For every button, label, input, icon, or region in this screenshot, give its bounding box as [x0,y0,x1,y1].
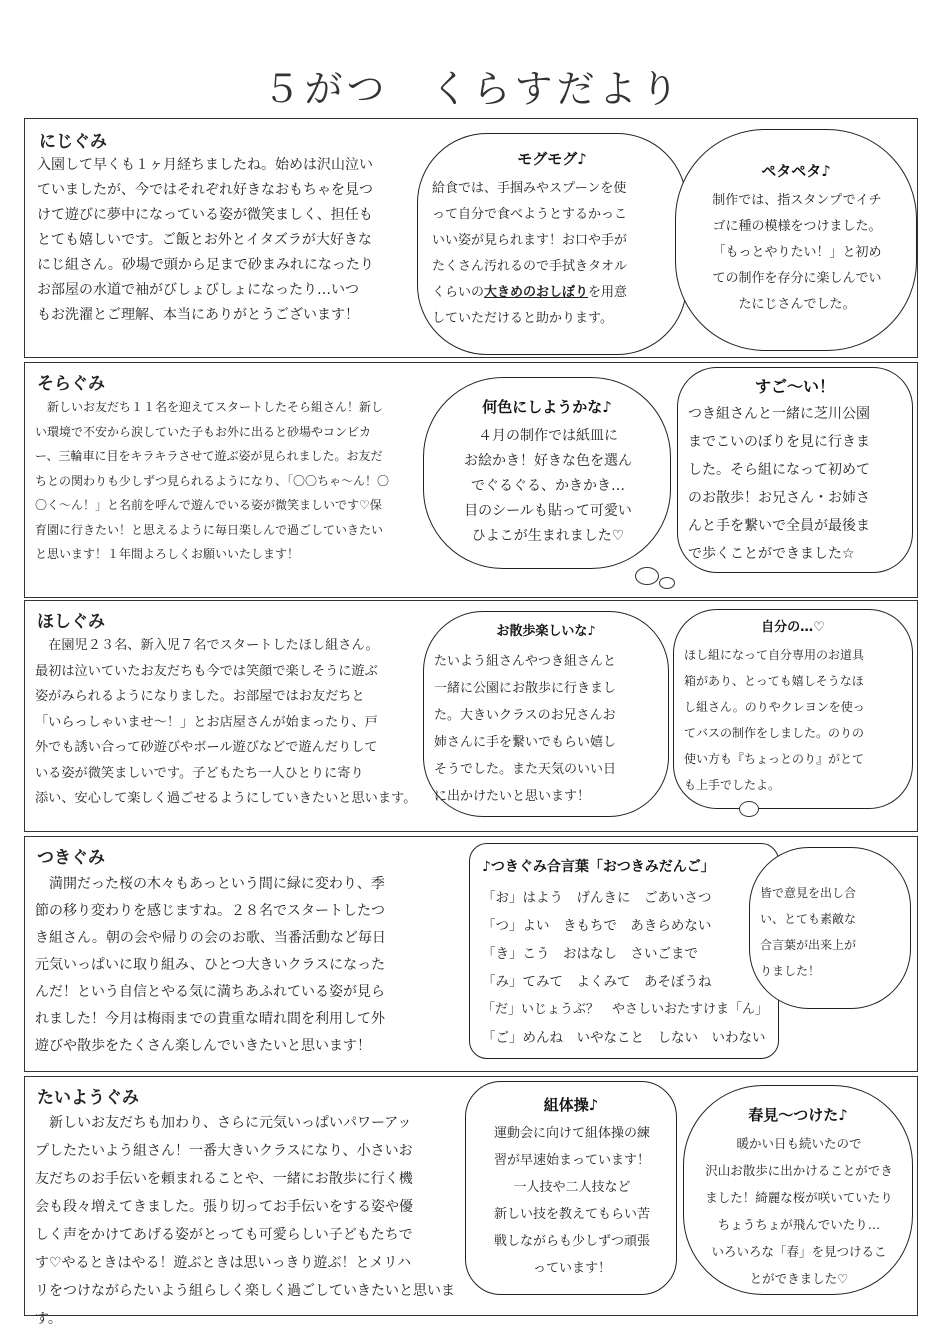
section-body-sora: 新しいお友だち１１名を迎えてスタートしたそら組さん！新し い環境で不安から涙していた子もお外に出ると砂場やコンビカ ー、三輪車に目をキラキラさせて遊ぶ姿が見られました。お友だ ちとの関わりも少しずつ見られるようになり、「〇〇ちゃ～ん！〇 〇く～ん！」と名前を呼んで遊んでいる姿が微笑ましいです♡保 育園に行きたい！と思えるように毎日楽しんで過ごしていきたい と思います！１年間よろしくお願いいたします！ [35,400,390,561]
cloud-body-mogumogu [432,176,674,332]
cloud-jibunno [673,609,913,809]
aikotoba-line-3: 「き」こう おはなし さいごまで [482,946,698,962]
cloud-title-jibunno: 自分の…♡ [761,620,825,635]
cloud-body-osanpo: たいよう組さんやつき組さんと 一緒に公園にお散歩に行きまし た。大きいクラスのお兄さんお 姉さんに手を繋いでもらい嬉し そうでした。また天気のいい日 に出かけたいと思います！ [434,654,617,804]
cloud-harumitsuketa [683,1085,913,1295]
cloud-tail-jibunno [739,801,759,817]
section-taiyou [24,1076,918,1327]
section-title-tsuki: つきぐみ [37,848,105,868]
aikotoba-line-5: 「だ」いじょうぶ？ やさしいおたすけま「ん」 [482,1002,769,1017]
cloud-aikotoba-comment [749,847,911,1009]
aikotoba-line-4: 「み」てみて よくみて あそぼうね [482,974,712,990]
aikotoba-line-6: 「ご」めんね いやなこと しない いわない [482,1030,766,1046]
cloud-osanpo [423,611,669,817]
cloud-title-harumitsuketa: 春見～つけた♪ [748,1106,848,1124]
cloud-tail-naniiro-1 [635,567,659,585]
aikotoba-line-1: 「お」はよう げんきに ごあいさつ [482,890,712,906]
page-title: ５がつ くらすだより [262,67,683,111]
box-body-kumitaiso: 運動会に向けて組体操の練 習が早速始まっています！ 一人技や二人技など 新しい技を教えてもらい苦 戦しながらも少しずつ頑張 っています！ [493,1126,650,1276]
cloud-body-aikotoba-comment: 皆で意見を出し合 い、とても素敵な 合言葉が出来上が りました！ [760,886,857,978]
cloud-body-harumitsuketa: 暖かい日も続いたので 沢山お散歩に出かけることができ ました！綺麗な桜が咲いていたり ちょうちょが飛んでいたり… いろいろな「春」を見つけるこ とができました♡ [705,1136,893,1286]
section-body-taiyou: 新しいお友だちも加わり、さらに元気いっぱいパワーアッ プしたたいよう組さん！一番大きいクラスになり、小さいお 友だちのお手伝いを頼まれることや、一緒にお散歩に行く機 会も段々増えてきました。張り切ってお手伝いをする姿や優 しく声をかけてあげる姿がとっても可愛らしい子どもたちで す♡やるときはやる！遊ぶときは思いっきり遊ぶ！とメリハ リをつけながらたいよう組らしく楽しく過ごしていきたいと思います。 [35,1115,455,1327]
section-title-hoshi: ほしぐみ [37,612,105,632]
section-title-sora: そらぐみ [37,374,105,394]
cloud-body-mogumogu-post: を用意 していただけると助かります。 [432,285,628,326]
cloud-tail-naniiro-2 [659,577,675,589]
section-title-taiyou: たいようぐみ [37,1088,139,1108]
section-tsuki [24,836,918,1072]
cloud-petapeta [675,129,917,351]
cloud-body-naniiro: ４月の制作では紙皿に お絵かき！好きな色を選ん でぐるぐる、かきかき… 目のシールも貼って可愛い ひよこが生まれました♡ [464,428,632,544]
section-body-niji: 入園して早くも１ヶ月経ちましたね。始めは沢山泣い ていましたが、今ではそれぞれ好きなおもちゃを見つ けて遊びに夢中になっている姿が微笑ましく、担任も とても嬉しいです。ご飯とお外とイタズラが大好きな にじ組さん。砂場で頭から足まで砂まみれになったり お部屋の水道で袖がびしょびしょになったり…いつ もお洗濯とご理解、本当にありがとうございます！ [37,157,374,323]
aikotoba-line-2: 「つ」よい きもちで あきらめない [482,918,712,934]
cloud-mogumogu [417,133,687,355]
cloud-sugoi [677,367,913,573]
cloud-naniiro [423,377,671,569]
section-niji [24,118,918,358]
cloud-body-sugoi: つき組さんと一緒に芝川公園 までこいのぼりを見に行きま した。そら組になって初めて のお散歩！お兄さん・お姉さ んと手を繋いで全員が最後ま で歩くことができました☆ [688,406,870,562]
cloud-title-sugoi: すご～い！ [754,377,835,396]
cloud-title-mogumogu: モグモグ♪ [517,150,587,168]
section-body-tsuki: 満開だった桜の木々もあっという間に緑に変わり、季 節の移り変わりを感じますね。２８名でスタートしたつ き組さん。朝の会や帰りの会のお歌、当番活動など毎日 元気いっぱいに取り組み、ひとつ大きいクラスになった んだ！という自信とやる気に満ちあふれている姿が見ら れました！今月は梅雨までの貴重な晴れ間を利用して外 遊びや散歩をたくさん楽しんでいきたいと思います！ [35,876,386,1054]
box-title-kumitaiso: 組体操♪ [543,1096,599,1114]
aikotoba-box [469,843,779,1059]
cloud-title-petapeta: ペタペタ♪ [761,162,831,180]
oshibori-highlight: 大きめのおしぼり [484,285,589,300]
cloud-body-jibunno: ほし組になって自分専用のお道具 箱があり、とっても嬉しそうなほ し組さん。のりやクレヨンを使っ てバスの制作をしました。のりの 使い方も『ちょっとのり』がとて も上手でしたよ。 [684,648,865,792]
section-sora [24,362,918,598]
aikotoba-title: ♪つきぐみ合言葉「おつきみだんご」 [482,859,715,875]
cloud-title-osanpo: お散歩楽しいな♪ [496,624,596,639]
cloud-body-mogumogu-pre: 給食では、手掴みやスプーンを使 って自分で食べようとするかっこ いい姿が見られます！お口や手が たくさん汚れるので手拭きタオル くらいの [432,181,628,300]
section-title-niji: にじぐみ [39,132,107,152]
box-kumitaiso [465,1081,677,1295]
section-hoshi [24,600,918,832]
cloud-title-naniiro: 何色にしようかな♪ [482,398,612,416]
section-body-hoshi: 在園児２３名、新入児７名でスタートしたほし組さん。 最初は泣いていたお友だちも今では笑顔で楽しそうに遊ぶ 姿がみられるようになりました。お部屋ではお友だちと 「いらっしゃいませ～！」とお店屋さんが始まったり、戸 外でも誘い合って砂遊びやボール遊びなどで遊んだりして いる姿が微笑ましいです。子どもたち一人ひとりに寄り 添い、安心して楽しく過ごせるようにしていきたいと思います。 [35,638,417,806]
cloud-body-petapeta: 制作では、指スタンプでイチ ゴに種の模様をつけました。 「もっとやりたい！」と初め ての制作を存分に楽しんでい たにじさんでした。 [712,193,882,312]
